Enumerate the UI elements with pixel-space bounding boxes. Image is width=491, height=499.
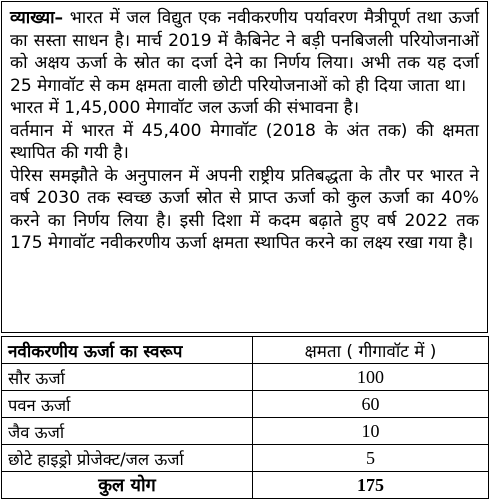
table-header-row <box>2 337 489 364</box>
row-source: छोटे हाइड्रो प्रोजेक्ट/जल ऊर्जा <box>2 445 253 472</box>
explanation-paragraph-4: पेरिस समझौते के अनुपालन में अपनी राष्ट्रीय प्रतिबद्धता के तौर पर भारत ने वर्ष 2030 तक स्वच्छ ऊर्जा स्रोत से प्राप्त ऊर्जा को कुल ऊर्जा का 40% करने का निर्णय लिया है। इसी दिशा में कदम बढ़ाते हुए वर्ष 2022 तक 175 मेगावॉट नवीकरणीय ऊर्जा क्षमता स्थापित करने का लक्ष्य रखा गया है। <box>10 165 479 253</box>
row-capacity: 10 <box>253 418 489 445</box>
header-energy-type: नवीकरणीय ऊर्जा का स्वरूप <box>2 337 253 364</box>
explanation-paragraph-1 <box>10 7 479 97</box>
explanation-text-1: भारत में जल विद्युत एक नवीकरणीय पर्यावरण मैत्रीपूर्ण तथा ऊर्जा का सस्ता साधन है। मार्च 2019 में कैबिनेट ने बड़ी पनबिजली परियोजनाओं को अक्षय ऊर्जा के स्रोत का दर्जा देने का निर्णय लिया। अभी तक यह दर्जा 25 मेगावॉट से कम क्षमता वाली छोटी परियोजनाओं को ही दिया जाता था। <box>10 8 479 96</box>
header-capacity: क्षमता ( गीगावॉट में ) <box>253 337 489 364</box>
row-capacity: 5 <box>253 445 489 472</box>
total-capacity: 175 <box>253 472 489 499</box>
table-row <box>2 445 489 472</box>
row-capacity: 60 <box>253 391 489 418</box>
total-label: कुल योग <box>2 472 253 499</box>
row-source: पवन ऊर्जा <box>2 391 253 418</box>
table-row <box>2 364 489 391</box>
row-source: सौर ऊर्जा <box>2 364 253 391</box>
table-row <box>2 418 489 445</box>
explanation-paragraph-3: वर्तमान में भारत में 45,400 मेगावॉट (2018 के अंत तक) की क्षमता स्थापित की गयी है। <box>10 120 479 163</box>
capacity-table <box>1 336 489 499</box>
explanation-box <box>1 1 488 333</box>
row-capacity: 100 <box>253 364 489 391</box>
table-row <box>2 391 489 418</box>
explanation-paragraph-2: भारत में 1,45,000 मेगावॉट जल ऊर्जा की संभावना है। <box>10 98 360 118</box>
explanation-label: व्याख्या– <box>10 8 64 28</box>
total-row <box>2 472 489 499</box>
row-source: जैव ऊर्जा <box>2 418 253 445</box>
